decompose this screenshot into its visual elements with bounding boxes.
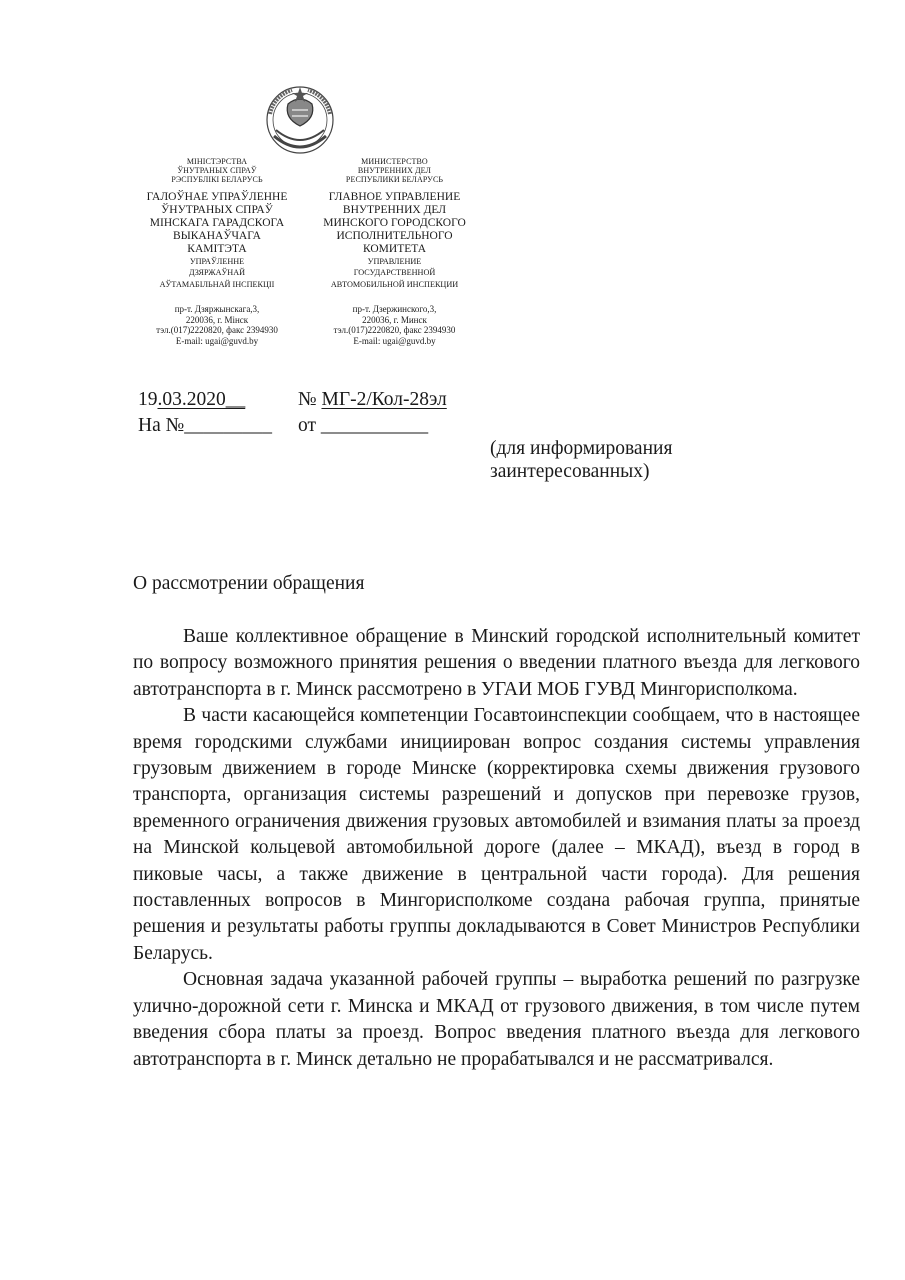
department-name: ГАЛОЎНАЕ УПРАЎЛЕННЕ ЎНУТРАНЫХ СПРАЎ МІНСКАГА ГАРАДСКОГА ВЫКАНАЎЧАГА КАМІТЭТА	[146, 190, 288, 255]
document-date: 19.03.2020__	[138, 389, 246, 410]
address-block: пр-т. Дзяржынскага,3, 220036, г. Мінск тэл.(017)2220820, факс 2394930 E-mail: ugai@guvd.by	[156, 304, 278, 346]
address-block: пр-т. Дзержинского,3, 220036, г. Минск тэл.(017)2220820, факс 2394930 E-mail: ugai@guvd.by	[333, 304, 456, 346]
division-name: УПРАВЛЕНИЕ ГОСУДАРСТВЕННОЙ АВТОМОБИЛЬНОЙ ИНСПЕКЦИИ	[330, 256, 459, 289]
document-number: № МГ-2/Кол-28эл	[298, 389, 447, 410]
recipient: (для информирования заинтересованных)	[490, 438, 673, 482]
subject-line: О рассмотрении обращения	[133, 573, 365, 594]
letter-body	[133, 624, 860, 1073]
state-emblem-icon	[262, 84, 338, 156]
reference-number: На №_________	[138, 415, 272, 436]
department-name: ГЛАВНОЕ УПРАВЛЕНИЕ ВНУТРЕННИХ ДЕЛ МИНСКОГО ГОРОДСКОГО ИСПОЛНИТЕЛЬНОГО КОМИТЕТА	[323, 190, 466, 255]
paragraph: Ваше коллективное обращение в Минский городской исполнительный комитет по вопросу возможного принятия решения о введении платного въезда для легкового автотранспорта в г. Минск рассмотрено в УГАИ МОБ ГУВД Мингорисполкома.	[133, 626, 860, 700]
header-belarusian	[132, 157, 302, 346]
header-russian	[312, 157, 477, 346]
division-name: УПРАЎЛЕННЕ ДЗЯРЖАЎНАЙ АЎТАМАБІЛЬНАЙ ІНСПЕКЦІІ	[159, 256, 275, 289]
paragraph: Основная задача указанной рабочей группы – выработка решений по разгрузке улично-дорожной сети г. Минска и МКАД от грузового движения, в том числе путем введения сбора платы за проезд. Вопрос введения платного въезда для легкового автотранспорта в г. Минск детально не прорабатывался и не рассматривался.	[133, 969, 860, 1070]
ministry-name: МІНІСТЭРСТВА ЎНУТРАНЫХ СПРАЎ РЭСПУБЛІКІ БЕЛАРУСЬ	[171, 157, 263, 185]
reference-date: от ___________	[298, 415, 429, 436]
ministry-name: МИНИСТЕРСТВО ВНУТРЕННИХ ДЕЛ РЕСПУБЛИКИ БЕЛАРУСЬ	[345, 157, 444, 185]
paragraph: В части касающейся компетенции Госавтоинспекции сообщаем, что в настоящее время городскими службами инициирован вопрос создания системы управления грузовым движением в городе Минске (корректировка схемы движения грузового транспорта, организация системы разрешений и допусков при перевозке грузов, временного ограничения движения грузовых автомобилей и взимания платы за проезд на Минской кольцевой автомобильной дороге (далее – МКАД), въезд в город в пиковые часы, а также движение в центральной части города). Для решения поставленных вопросов в Мингорисполкоме создана рабочая группа, принятые решения и результаты работы группы докладываются в Совет Министров Республики Беларусь.	[133, 705, 860, 964]
